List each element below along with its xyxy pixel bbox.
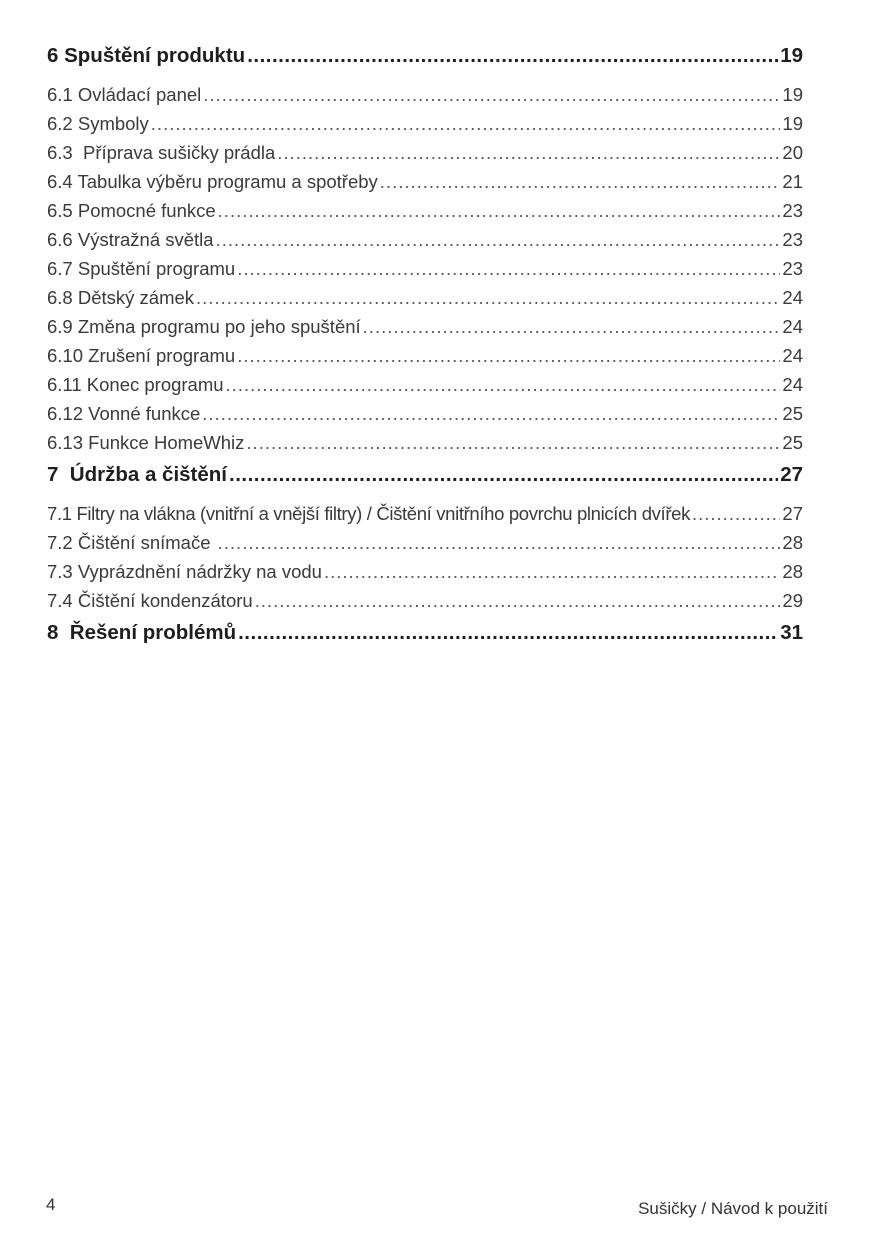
- toc-leader-dots: [203, 80, 780, 109]
- toc-leader-dots: [218, 528, 781, 557]
- footer-page-number: 4: [46, 1195, 56, 1214]
- toc-leader-dots: [692, 499, 780, 528]
- toc-page: 20: [782, 142, 803, 163]
- toc-leader-dots: [237, 254, 780, 283]
- toc-title: 7.1 Filtry na vlákna (vnitřní a vnější filtry) / Čištění vnitřního povrchu plnicích dvířek: [47, 503, 690, 524]
- toc-title: 6.10 Zrušení programu: [47, 345, 236, 366]
- toc-page: 19: [780, 44, 803, 67]
- toc-title: 6.6 Výstražná světla: [47, 229, 214, 250]
- toc-leader-dots: [237, 341, 780, 370]
- toc-title: 6.8 Dětský zámek: [47, 287, 195, 308]
- toc-title: 6.5 Pomocné funkce: [47, 200, 216, 221]
- toc-page: 28: [782, 561, 803, 582]
- toc-entry-6-9[interactable]: [47, 312, 803, 341]
- toc-title: 7.3 Vyprázdnění nádržky na vodu: [47, 561, 322, 582]
- toc-chapter-8[interactable]: [47, 615, 803, 651]
- toc-leader-dots: [196, 283, 780, 312]
- toc-leader-dots: [277, 138, 780, 167]
- toc-title: 6.11 Konec programu: [47, 374, 224, 395]
- toc-title: 7 Údržba a čištění: [47, 463, 228, 486]
- toc-leader-dots: [202, 399, 780, 428]
- toc-leader-dots: [216, 225, 781, 254]
- toc-entry-6-12[interactable]: [47, 399, 803, 428]
- toc-chapter-7[interactable]: [47, 457, 803, 493]
- toc-entry-6-13[interactable]: [47, 428, 803, 457]
- toc-page: 29: [782, 590, 803, 611]
- toc-entry-7-3[interactable]: [47, 557, 803, 586]
- toc-page: 24: [782, 374, 803, 395]
- toc-entry-7-1[interactable]: [47, 499, 803, 528]
- toc-leader-dots: [218, 196, 781, 225]
- toc-page: 19: [782, 84, 803, 105]
- toc-page: 24: [782, 287, 803, 308]
- toc-title: 6 Spuštění produktu: [47, 44, 246, 67]
- toc-page: 31: [780, 621, 803, 644]
- toc-entry-6-7[interactable]: [47, 254, 803, 283]
- toc-leader-dots: [238, 615, 778, 651]
- table-of-contents: [47, 38, 803, 651]
- toc-entry-6-10[interactable]: [47, 341, 803, 370]
- toc-title: 6.9 Změna programu po jeho spuštění: [47, 316, 361, 337]
- toc-title: 6.13 Funkce HomeWhiz: [47, 432, 245, 453]
- toc-title: 6.3 Příprava sušičky prádla: [47, 142, 276, 163]
- toc-entry-6-11[interactable]: [47, 370, 803, 399]
- toc-page: 24: [782, 345, 803, 366]
- toc-entry-6-2[interactable]: [47, 109, 803, 138]
- toc-leader-dots: [226, 370, 781, 399]
- toc-leader-dots: [363, 312, 781, 341]
- toc-entry-7-2[interactable]: [47, 528, 803, 557]
- footer-document-title: Sušičky / Návod k použití: [638, 1199, 828, 1218]
- toc-title: 6.7 Spuštění programu: [47, 258, 236, 279]
- toc-title: 8 Řešení problémů: [47, 621, 237, 644]
- toc-page: 28: [782, 532, 803, 553]
- toc-leader-dots: [324, 557, 780, 586]
- toc-title: 6.1 Ovládací panel: [47, 84, 202, 105]
- toc-page: 25: [782, 432, 803, 453]
- toc-page: 23: [782, 258, 803, 279]
- toc-page: 21: [782, 171, 803, 192]
- toc-page: 25: [782, 403, 803, 424]
- toc-page: 19: [782, 113, 803, 134]
- toc-page: 23: [782, 229, 803, 250]
- toc-title: 7.4 Čištění kondenzátoru: [47, 590, 253, 611]
- toc-title: 6.4 Tabulka výběru programu a spotřeby: [47, 171, 378, 192]
- toc-leader-dots: [255, 586, 781, 615]
- toc-page: 23: [782, 200, 803, 221]
- toc-entry-6-8[interactable]: [47, 283, 803, 312]
- toc-page: 27: [782, 503, 803, 524]
- toc-leader-dots: [151, 109, 781, 138]
- toc-entry-7-4[interactable]: [47, 586, 803, 615]
- toc-leader-dots: [229, 457, 778, 493]
- toc-title: 6.2 Symboly: [47, 113, 149, 134]
- toc-chapter-6[interactable]: [47, 38, 803, 74]
- toc-entry-6-4[interactable]: [47, 167, 803, 196]
- toc-entry-6-6[interactable]: [47, 225, 803, 254]
- toc-leader-dots: [380, 167, 781, 196]
- toc-entry-6-5[interactable]: [47, 196, 803, 225]
- toc-title: 7.2 Čištění snímače: [47, 532, 216, 553]
- toc-page: 24: [782, 316, 803, 337]
- toc-leader-dots: [247, 38, 778, 74]
- toc-page: 27: [780, 463, 803, 486]
- toc-entry-6-3[interactable]: [47, 138, 803, 167]
- toc-title: 6.12 Vonné funkce: [47, 403, 201, 424]
- toc-leader-dots: [246, 428, 780, 457]
- toc-entry-6-1[interactable]: [47, 80, 803, 109]
